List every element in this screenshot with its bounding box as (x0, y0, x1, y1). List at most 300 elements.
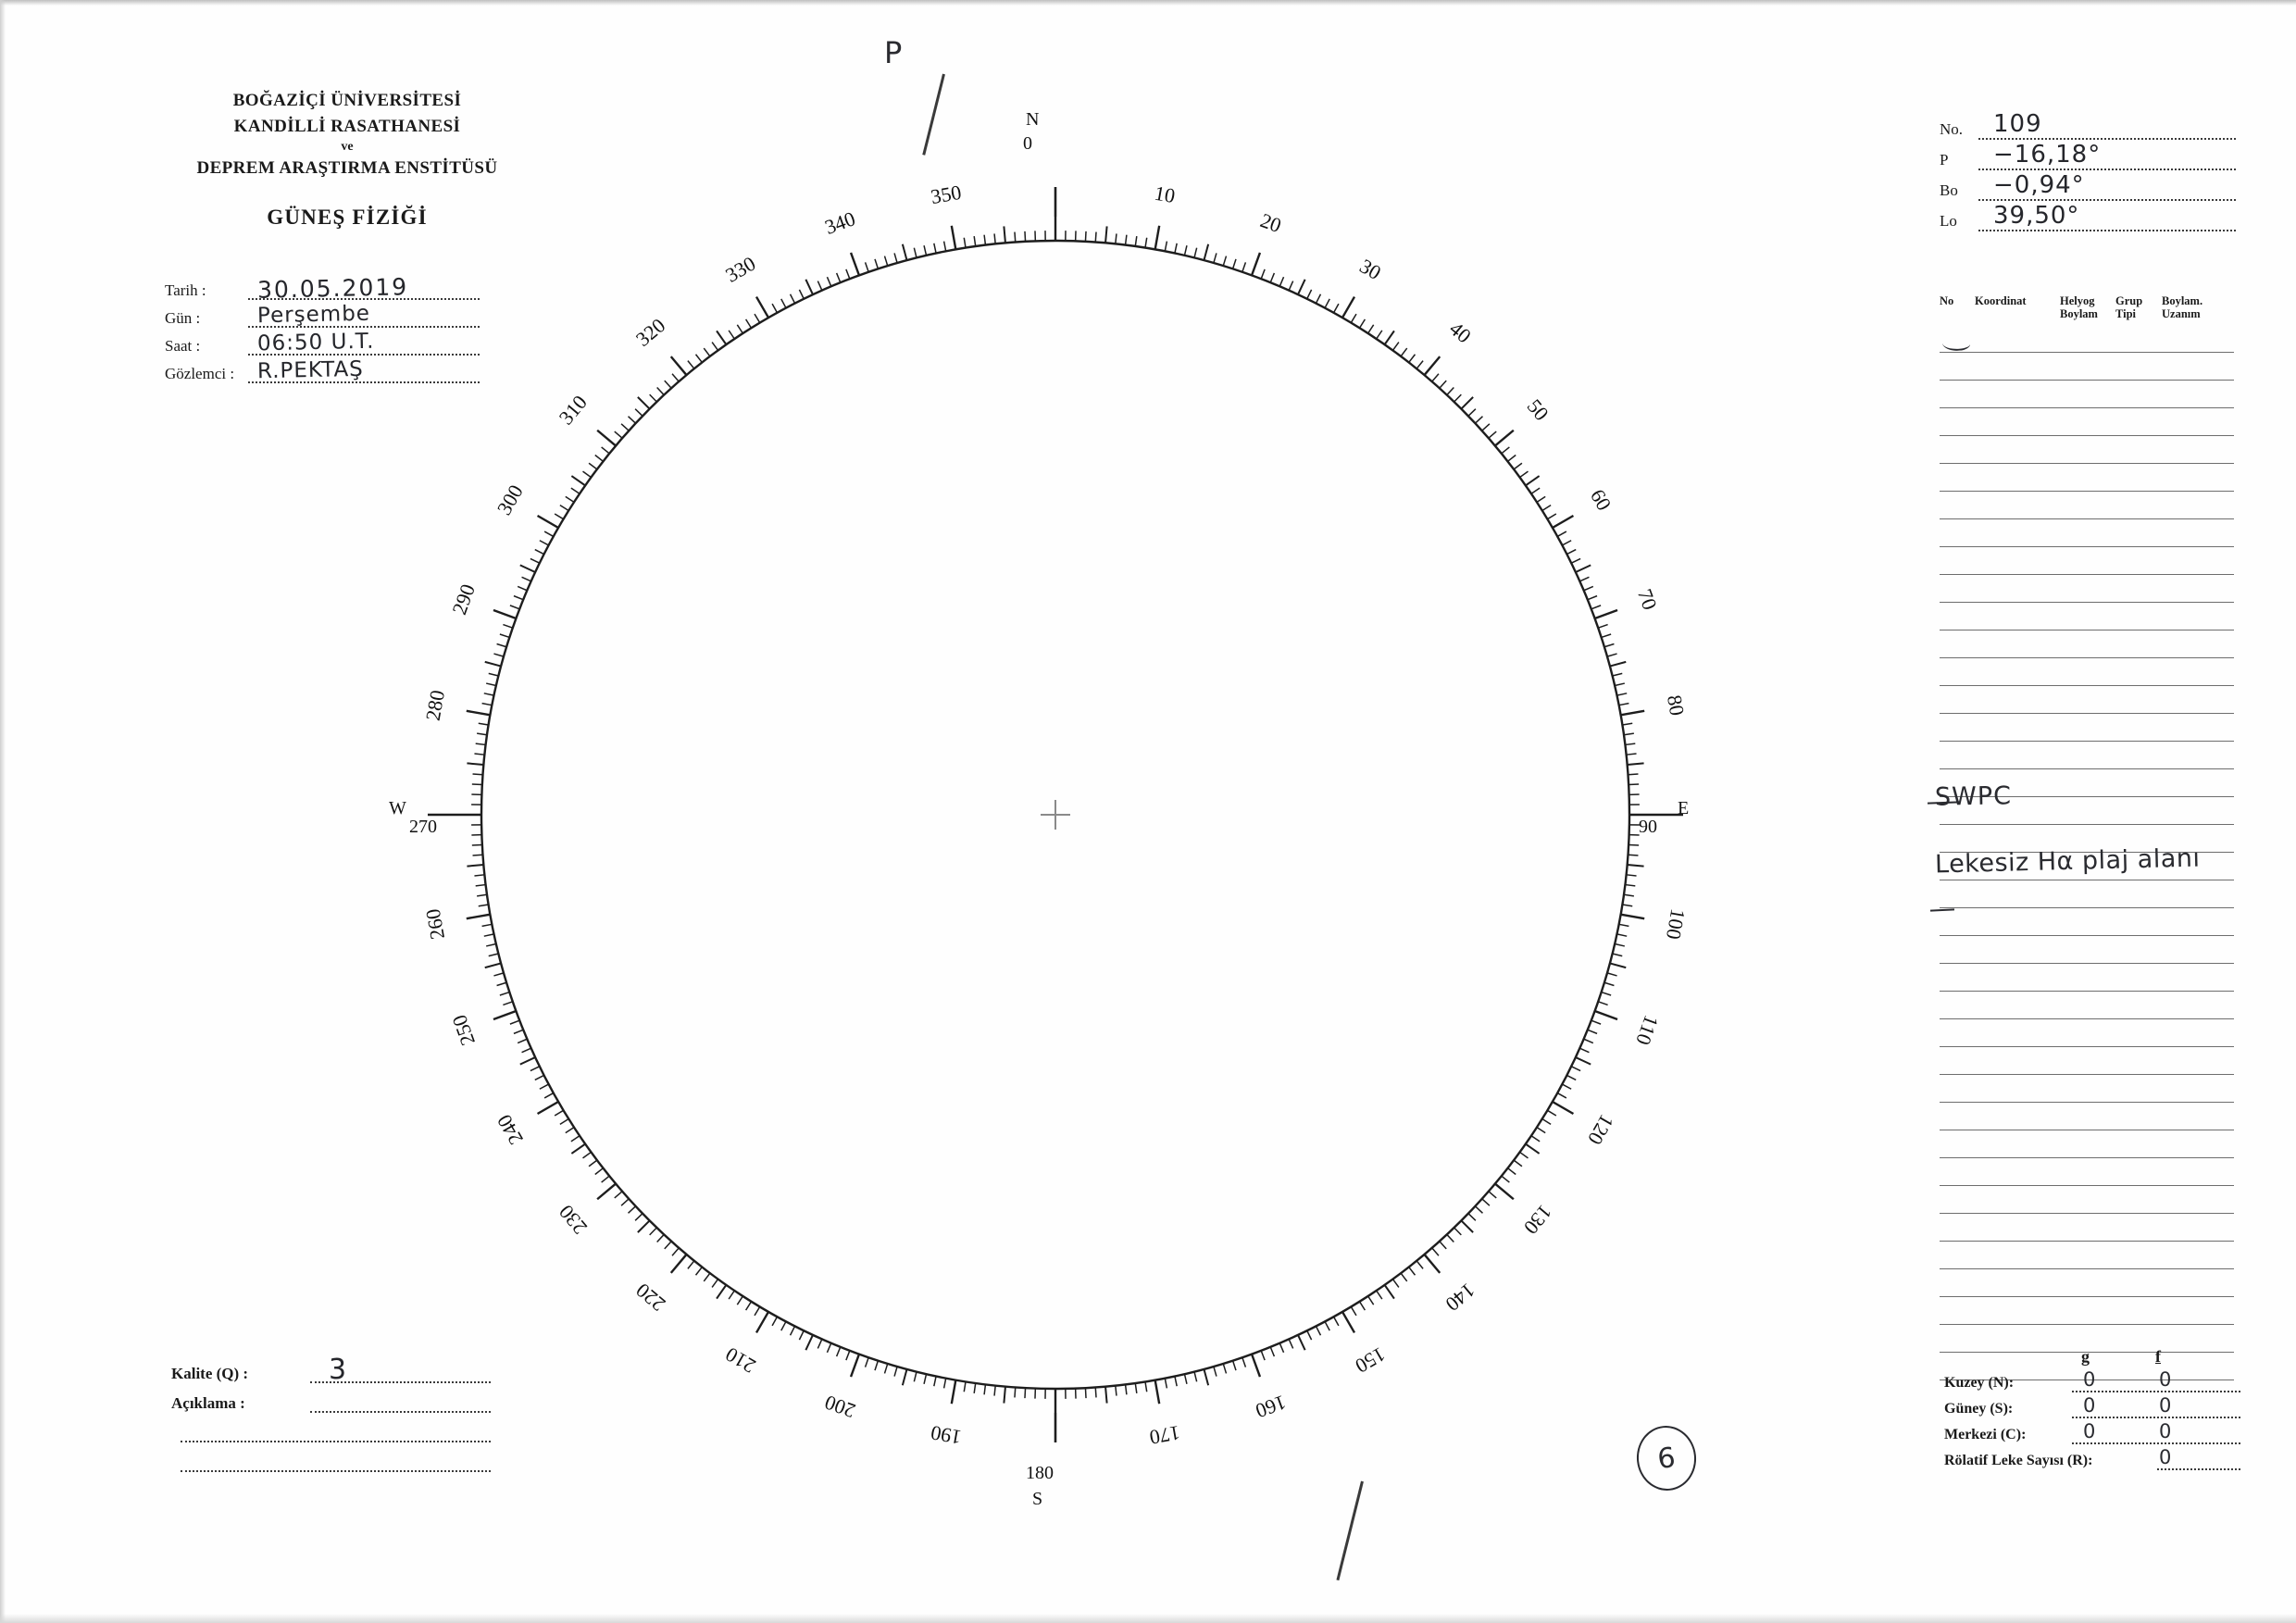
field-value-gun[interactable]: Perşembe (256, 301, 371, 329)
limb-tick (477, 894, 487, 896)
table-row[interactable] (1940, 547, 2234, 575)
limb-tick (1610, 963, 1626, 968)
limb-degree-label: 220 (630, 1279, 670, 1317)
measurement-value-p[interactable]: −16,18° (1993, 141, 2102, 169)
limb-tick (1425, 1255, 1441, 1273)
table-row[interactable] (1940, 880, 2234, 908)
limb-tick (1440, 1242, 1446, 1249)
limb-degree-label: 80 (1662, 693, 1690, 718)
limb-tick (1526, 1144, 1540, 1154)
limb-tick (597, 1184, 616, 1200)
limb-tick (1368, 325, 1374, 333)
limb-tick (1591, 1020, 1601, 1024)
limb-tick (485, 963, 501, 968)
limb-tick (522, 1048, 531, 1052)
limb-degree-label: 300 (492, 481, 528, 519)
limb-tick (994, 1386, 995, 1396)
limb-tick (1270, 273, 1274, 282)
limb-tick (514, 596, 523, 600)
measurement-block (1940, 110, 2236, 238)
limb-tick (1085, 1388, 1086, 1398)
axis-label-north-zero: 0 (1023, 133, 1032, 154)
limb-tick (1440, 381, 1446, 388)
table-row[interactable] (1940, 1214, 2234, 1242)
limb-tick (1553, 1102, 1574, 1114)
limb-tick (1184, 245, 1186, 256)
measurement-dots-no (1978, 138, 2236, 140)
limb-tick (952, 226, 956, 250)
limb-degree-label: 240 (492, 1110, 528, 1149)
limb-tick (1621, 711, 1645, 716)
limb-tick (493, 973, 504, 976)
limb-tick (1562, 1084, 1571, 1089)
limb-tick (1261, 1351, 1265, 1360)
limb-tick (737, 325, 742, 333)
limb-tick (1334, 304, 1339, 313)
limb-tick (1615, 943, 1625, 945)
limb-tick (477, 733, 487, 735)
limb-tick (846, 1351, 850, 1360)
limb-tick (472, 784, 482, 785)
limb-tick (671, 356, 687, 375)
limb-tick (827, 1343, 830, 1353)
table-row[interactable] (1940, 1130, 2234, 1158)
limb-tick (571, 1144, 585, 1154)
table-row[interactable] (1940, 575, 2234, 603)
limb-tick (1165, 1379, 1167, 1389)
limb-tick (805, 1335, 813, 1350)
limb-tick (1531, 1136, 1540, 1142)
limb-degree-label: 40 (1444, 317, 1476, 348)
limb-tick (1334, 1317, 1339, 1326)
measurement-dots-lo (1978, 230, 2236, 231)
limb-tick (914, 248, 917, 258)
limb-tick (615, 1192, 622, 1198)
limb-degree-label: 120 (1583, 1110, 1619, 1149)
limb-tick (1624, 733, 1634, 735)
limb-tick (1514, 463, 1522, 469)
axis-label-east-value: 90 (1639, 817, 1657, 837)
limb-tick (1468, 409, 1476, 417)
limb-tick (1566, 1075, 1576, 1080)
limb-tick (1377, 331, 1382, 339)
limb-degree-label: 260 (420, 906, 450, 942)
table-row[interactable] (1940, 1075, 2234, 1103)
limb-tick (1628, 763, 1644, 765)
count-value-south-g[interactable]: 0 (2083, 1394, 2096, 1417)
limb-tick (903, 244, 907, 260)
count-value-north-g[interactable]: 0 (2083, 1368, 2096, 1391)
limb-tick (629, 417, 636, 424)
scan-edge-left (0, 0, 6, 1623)
table-row[interactable] (1940, 436, 2234, 464)
limb-tick (755, 1306, 760, 1315)
limb-tick (1145, 1381, 1147, 1392)
limb-tick (589, 1160, 597, 1167)
limb-tick (520, 565, 535, 572)
limb-tick (984, 1384, 985, 1394)
limb-tick (704, 1273, 710, 1281)
limb-tick (1252, 253, 1260, 275)
limb-tick (1542, 1119, 1551, 1125)
limb-tick (1595, 1011, 1617, 1019)
count-label-north: Kuzey (N): (1944, 1375, 2015, 1391)
limb-tick (964, 1381, 966, 1392)
limb-tick (1628, 844, 1639, 845)
limb-degree-label: 140 (1441, 1279, 1480, 1317)
limb-tick (476, 743, 486, 744)
table-row[interactable] (1940, 1047, 2234, 1075)
limb-tick (1576, 1057, 1591, 1065)
limb-tick (1622, 905, 1632, 906)
limb-tick (1298, 1335, 1305, 1350)
limb-tick (486, 683, 496, 685)
limb-tick (875, 1361, 878, 1370)
limb-tick (1547, 1110, 1555, 1116)
limb-tick (924, 1374, 926, 1384)
measurement-dots-p (1978, 169, 2236, 170)
handwritten-source-swpc: SWPC (1934, 781, 2013, 812)
field-label-tarih: Tarih : (165, 281, 206, 299)
limb-tick (1562, 541, 1571, 545)
limb-degree-label: 250 (447, 1011, 480, 1049)
limb-tick (688, 361, 694, 369)
limb-tick (1105, 1387, 1107, 1404)
limb-tick (866, 262, 869, 271)
limb-tick (473, 774, 483, 775)
limb-tick (484, 934, 494, 936)
limb-tick (952, 1380, 956, 1405)
limb-tick (672, 374, 679, 381)
table-row[interactable] (1940, 325, 2234, 353)
limb-tick (1425, 356, 1441, 375)
p-angle-marker-label: P (884, 35, 903, 70)
limb-tick (520, 1057, 535, 1065)
limb-tick (1279, 1343, 1283, 1353)
limb-tick (602, 447, 610, 454)
limb-tick (1628, 865, 1644, 867)
field-value-tarih[interactable]: 30.05.2019 (256, 273, 409, 304)
limb-tick (493, 610, 516, 618)
limb-tick (1409, 1267, 1416, 1276)
table-row[interactable] (1940, 742, 2234, 769)
limb-tick (500, 993, 509, 995)
limb-degree-label: 310 (554, 390, 592, 430)
limb-tick (510, 1020, 519, 1024)
limb-tick (482, 704, 493, 705)
limb-degree-label: 50 (1522, 394, 1554, 426)
limb-tick (1204, 244, 1208, 260)
limb-tick (595, 1168, 604, 1175)
limb-tick (1385, 331, 1394, 344)
limb-tick (1489, 1192, 1496, 1198)
limb-tick (503, 625, 512, 629)
handwritten-remark: Lekesiz Hα plaj alanı (1934, 843, 2201, 880)
limb-tick (497, 982, 507, 985)
limb-tick (791, 1326, 795, 1335)
limb-tick (479, 723, 489, 725)
table-row[interactable] (1940, 630, 2234, 658)
limb-tick (1625, 885, 1635, 886)
limb-tick (817, 1339, 821, 1348)
limb-tick (1392, 343, 1398, 351)
table-row[interactable] (1940, 464, 2234, 492)
table-row[interactable] (1940, 686, 2234, 714)
measurement-dots-bo (1978, 199, 2236, 201)
limb-tick (934, 1376, 936, 1386)
limb-tick (781, 299, 786, 308)
limb-tick (1607, 973, 1617, 976)
field-label-saat: Saat : (165, 337, 201, 355)
limb-tick (817, 281, 821, 291)
limb-tick (875, 259, 878, 268)
measurement-value-lo[interactable]: 39,50° (1993, 202, 2080, 230)
table-row[interactable] (1940, 714, 2234, 742)
table-row[interactable] (1940, 1186, 2234, 1214)
limb-tick (467, 763, 483, 765)
limb-tick (1289, 1339, 1292, 1348)
limb-tick (799, 290, 804, 299)
table-row[interactable] (1940, 492, 2234, 519)
limb-tick (1270, 1347, 1274, 1356)
limb-tick (555, 514, 563, 519)
limb-tick (1175, 1376, 1177, 1386)
table-row[interactable] (1940, 353, 2234, 381)
limb-tick (944, 1379, 946, 1389)
limb-tick (1155, 1380, 1160, 1405)
limb-tick (1316, 294, 1320, 304)
limb-tick (1223, 1364, 1226, 1374)
table-row[interactable] (1940, 1103, 2234, 1130)
limb-tick (1610, 662, 1626, 667)
axis-label-east: E (1678, 798, 1690, 818)
limb-tick (544, 1093, 554, 1098)
limb-tick (1223, 256, 1226, 267)
limb-tick (1289, 281, 1292, 291)
limb-tick (635, 1214, 643, 1221)
limb-degree-label: 200 (821, 1391, 859, 1423)
limb-tick (1616, 693, 1627, 695)
limb-tick (851, 1355, 859, 1377)
limb-tick (1401, 1273, 1407, 1281)
limb-tick (964, 238, 966, 248)
count-row-north (1944, 1368, 2240, 1397)
limb-tick (1482, 424, 1490, 431)
limb-tick (583, 1152, 592, 1157)
column-header-boylam-uzanim: Boylam. Uzanım (2162, 294, 2203, 321)
limb-tick (1571, 1067, 1580, 1071)
limb-tick (1307, 1330, 1312, 1340)
limb-tick (1502, 1176, 1510, 1182)
limb-tick (1025, 231, 1026, 242)
limb-tick (1482, 1199, 1490, 1205)
limb-tick (1454, 394, 1462, 402)
table-row[interactable] (1940, 1158, 2234, 1186)
table-row[interactable] (1940, 1242, 2234, 1269)
limb-tick (538, 1102, 559, 1114)
table-row[interactable] (1940, 408, 2234, 436)
count-header-g: g (2081, 1347, 2090, 1366)
disk-center-cross (1041, 800, 1070, 830)
limb-tick (474, 875, 484, 876)
limb-tick (1342, 297, 1354, 318)
limb-degree-label: 70 (1632, 585, 1662, 613)
limb-tick (1085, 231, 1086, 242)
limb-degree-label: 10 (1153, 181, 1178, 208)
limb-tick (1325, 1321, 1329, 1330)
limb-tick (1165, 242, 1167, 252)
limb-tick (1004, 226, 1005, 243)
limb-tick (1214, 253, 1217, 263)
limb-tick (1520, 471, 1529, 477)
limb-tick (615, 431, 622, 438)
limb-tick (1602, 993, 1611, 995)
count-value-central-g[interactable]: 0 (2083, 1420, 2096, 1442)
limb-tick (522, 577, 531, 581)
limb-tick (1579, 1048, 1589, 1052)
measurement-row-p (1940, 141, 2236, 177)
limb-tick (482, 924, 493, 926)
limb-tick (1520, 1152, 1529, 1157)
table-row[interactable] (1940, 992, 2234, 1019)
limb-tick (1015, 232, 1016, 243)
limb-tick (671, 1255, 687, 1273)
limb-degree-label: 330 (721, 251, 760, 287)
limb-degree-label: 100 (1661, 906, 1691, 942)
count-value-central-f[interactable]: 0 (2159, 1420, 2172, 1442)
limb-tick (493, 654, 504, 656)
limb-tick (1351, 314, 1356, 322)
limb-tick (944, 242, 946, 252)
limb-tick (497, 644, 507, 647)
limb-tick (1542, 506, 1551, 511)
table-row[interactable] (1940, 964, 2234, 992)
field-value-gozlemci[interactable]: R.PEKTAŞ (256, 356, 365, 384)
measurement-value-no[interactable]: 109 (1993, 110, 2042, 138)
limb-tick (1508, 1168, 1516, 1175)
limb-tick (518, 586, 527, 590)
limb-tick (1204, 1369, 1208, 1385)
table-row[interactable] (1940, 1297, 2234, 1325)
limb-tick (1576, 565, 1591, 572)
limb-tick (1368, 1296, 1374, 1305)
solar-disk-area[interactable] (361, 93, 1750, 1537)
limb-tick (1624, 894, 1634, 896)
table-row[interactable] (1940, 658, 2234, 686)
limb-tick (544, 531, 554, 536)
limb-tick (994, 233, 995, 243)
limb-tick (583, 471, 592, 477)
column-header-no: No (1940, 294, 1954, 307)
limb-degree-label: 60 (1585, 484, 1616, 515)
limb-tick (1015, 1387, 1016, 1397)
limb-tick (493, 1011, 516, 1019)
limb-degree-label: 280 (420, 688, 450, 723)
count-label-central: Merkezi (C): (1944, 1427, 2027, 1442)
limb-tick (571, 488, 580, 493)
limb-tick (837, 273, 841, 282)
limb-tick (1553, 516, 1574, 528)
column-header-grup-tipi: Grup Tipi (2115, 294, 2143, 321)
table-row[interactable] (1940, 1019, 2234, 1047)
measurement-row-lo (1940, 202, 2236, 238)
limb-tick (1325, 299, 1329, 308)
limb-tick (1233, 1361, 1236, 1370)
limb-tick (474, 754, 484, 755)
limb-tick (621, 424, 629, 431)
field-value-saat[interactable]: 06:50 U.T. (256, 329, 375, 356)
table-row[interactable] (1940, 908, 2234, 936)
limb-tick (571, 1136, 580, 1142)
limb-tick (638, 1220, 650, 1232)
limb-tick (629, 1206, 636, 1214)
limb-tick (657, 388, 665, 395)
count-value-relative[interactable]: 0 (2159, 1446, 2172, 1468)
limb-tick (540, 541, 549, 545)
institution-line-3: DEPREM ARAŞTIRMA ENSTİTÜSÜ (196, 158, 498, 179)
limb-tick (1447, 388, 1454, 395)
limb-tick (1595, 610, 1617, 618)
limb-tick (665, 1242, 671, 1249)
limb-tick (974, 236, 976, 246)
limb-tick (1145, 238, 1147, 248)
count-value-south-f[interactable]: 0 (2159, 1394, 2172, 1417)
limb-tick (514, 1030, 523, 1033)
limb-tick (885, 1364, 888, 1374)
table-row[interactable] (1940, 936, 2234, 964)
limb-tick (1613, 954, 1623, 956)
limb-tick (602, 1176, 610, 1182)
limb-tick (712, 343, 718, 351)
limb-tick (1591, 606, 1601, 609)
count-value-north-f[interactable]: 0 (2159, 1368, 2172, 1391)
table-row[interactable] (1940, 519, 2234, 547)
limb-tick (503, 1002, 512, 1005)
limb-tick (657, 1234, 665, 1242)
limb-tick (535, 1075, 544, 1080)
limb-tick (1095, 232, 1096, 243)
limb-tick (486, 943, 496, 945)
table-row[interactable] (1940, 381, 2234, 408)
sunspot-table (1940, 294, 2234, 1380)
limb-tick (1242, 262, 1246, 271)
limb-tick (1126, 1384, 1127, 1394)
limb-degree-label: 290 (447, 581, 480, 618)
limb-degree-label: 190 (929, 1420, 964, 1450)
limb-tick (489, 954, 499, 956)
measurement-value-bo[interactable]: −0,94° (1993, 171, 2085, 199)
limb-tick (589, 463, 597, 469)
limb-tick (1214, 1367, 1217, 1377)
limb-degree-label: 340 (821, 206, 859, 239)
limb-tick (799, 1330, 804, 1340)
limb-degree-label: 210 (721, 1342, 760, 1379)
sunspot-table-header (1940, 294, 2234, 325)
limb-tick (1409, 355, 1416, 363)
limb-tick (924, 245, 926, 256)
limb-tick (781, 1321, 786, 1330)
limb-tick (1598, 625, 1607, 629)
measurement-label-p: P (1940, 151, 1949, 169)
limb-degree-label: 30 (1355, 254, 1386, 285)
limb-tick (1537, 1128, 1545, 1133)
table-row[interactable] (1940, 603, 2234, 630)
limb-tick (1298, 280, 1305, 294)
quality-value[interactable]: 3 (329, 1354, 347, 1386)
limb-tick (1604, 982, 1615, 985)
table-row[interactable] (1940, 1269, 2234, 1297)
limb-tick (467, 915, 491, 919)
